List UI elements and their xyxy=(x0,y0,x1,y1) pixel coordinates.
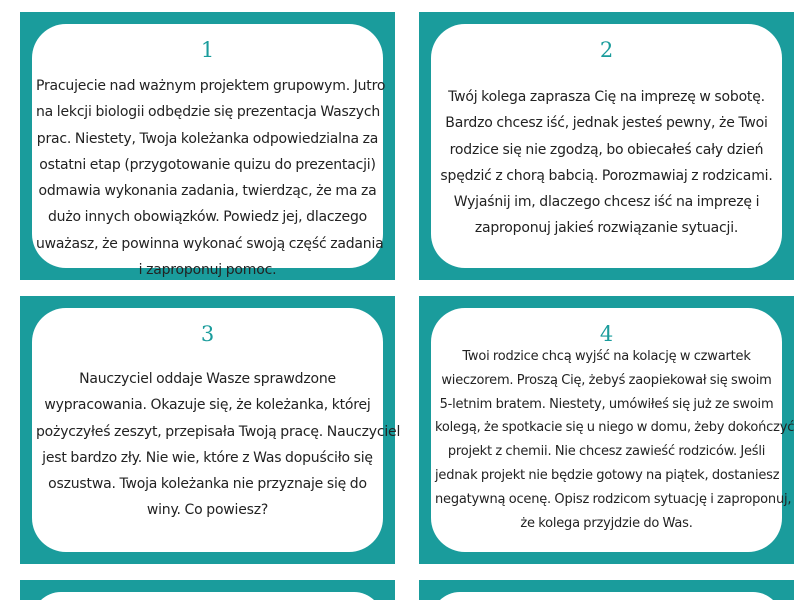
text-line: Twój kolega zaprasza Cię na imprezę w sobotę. xyxy=(448,89,765,105)
text-line: spędzić z chorą babcią. Porozmawiaj z rodzicami. xyxy=(440,167,773,184)
card-number: 2 xyxy=(599,38,614,62)
text-line: i zaproponuj pomoc. xyxy=(138,262,277,279)
text-line: uważasz, że powinna wykonać swoją część zadania xyxy=(36,235,384,252)
text-line: wypracowania. Okazuje się, że koleżanka, której xyxy=(44,397,371,414)
text-line: Wyjaśnij im, dlaczego chcesz iść na imprezę i xyxy=(453,194,760,211)
card-content-panel xyxy=(32,592,383,600)
text-line: Bardzo chcesz iść, jednak jesteś pewny, że Twoi xyxy=(445,115,768,132)
text-line: Pracujecie nad ważnym projektem grupowym. Jutro xyxy=(36,78,386,94)
scenario-card-6-partial xyxy=(419,580,794,600)
text-line: projekt z chemii. Nie chcesz zawieść rodziców. Jeśli xyxy=(447,444,766,460)
card-number: 3 xyxy=(200,322,215,346)
scenario-card-3 xyxy=(20,296,401,564)
scenario-card-2 xyxy=(419,12,794,280)
text-line: Twoi rodzice chcą wyjść na kolację w czwartek xyxy=(462,349,751,364)
card-content-panel xyxy=(32,308,401,552)
scenario-card-1 xyxy=(20,12,395,280)
text-line: kolegą, że spotkacie się u niego w domu, żeby dokończyć xyxy=(435,420,795,436)
text-line: winy. Co powiesz? xyxy=(146,502,269,519)
text-line: Nauczyciel oddaje Wasze sprawdzone xyxy=(79,371,336,387)
text-line: jest bardzo zły. Nie wie, które z Was dopuściło się xyxy=(42,449,373,466)
text-line: zaproponuj jakieś rozwiązanie sytuacji. xyxy=(474,220,739,237)
card-content-panel xyxy=(431,592,782,600)
text-line: rodzice się nie zgodzą, bo obiecałeś cały dzień xyxy=(449,141,764,158)
text-line: ostatni etap (przygotowanie quizu do prezentacji) xyxy=(39,156,376,173)
card-scenario-text xyxy=(36,366,401,524)
text-line: że kolega przyjdzie do Was. xyxy=(520,515,693,531)
card-scenario-text xyxy=(36,73,386,283)
text-line: prac. Niestety, Twoja koleżanka odpowiedzialna za xyxy=(36,130,379,147)
text-line: negatywną ocenę. Opisz rodzicom sytuację i zaproponuj, xyxy=(435,491,792,507)
card-number: 4 xyxy=(599,322,614,346)
scenario-card-4 xyxy=(419,296,794,564)
card-scenario-text xyxy=(435,345,795,535)
text-line: oszustwa. Twoja koleżanka nie przyznaje się do xyxy=(48,476,367,493)
text-line: 5-letnim bratem. Niestety, umówiłeś się już ze swoim xyxy=(439,396,774,412)
text-line: jednak projekt nie będzie gotowy na piątek, dostaniesz xyxy=(435,467,780,483)
card-content-panel xyxy=(431,308,795,552)
card-number: 1 xyxy=(200,38,215,62)
text-line: odmawia wykonania zadania, twierdząc, że ma za xyxy=(38,183,377,200)
text-line: na lekcji biologii odbędzie się prezentacja Waszych xyxy=(36,104,381,121)
card-content-panel xyxy=(32,24,386,279)
scenario-card-5-partial xyxy=(20,580,395,600)
text-line: pożyczyłeś zeszyt, przepisała Twoją pracę. Nauczyciel xyxy=(36,423,401,440)
card-scenario-text xyxy=(435,84,778,242)
text-line: dużo innych obowiązków. Powiedz jej, dlaczego xyxy=(48,209,367,226)
card-content-panel xyxy=(431,24,782,268)
text-line: wieczorem. Proszą Cię, żebyś zaopiekował się swoim xyxy=(441,372,772,388)
